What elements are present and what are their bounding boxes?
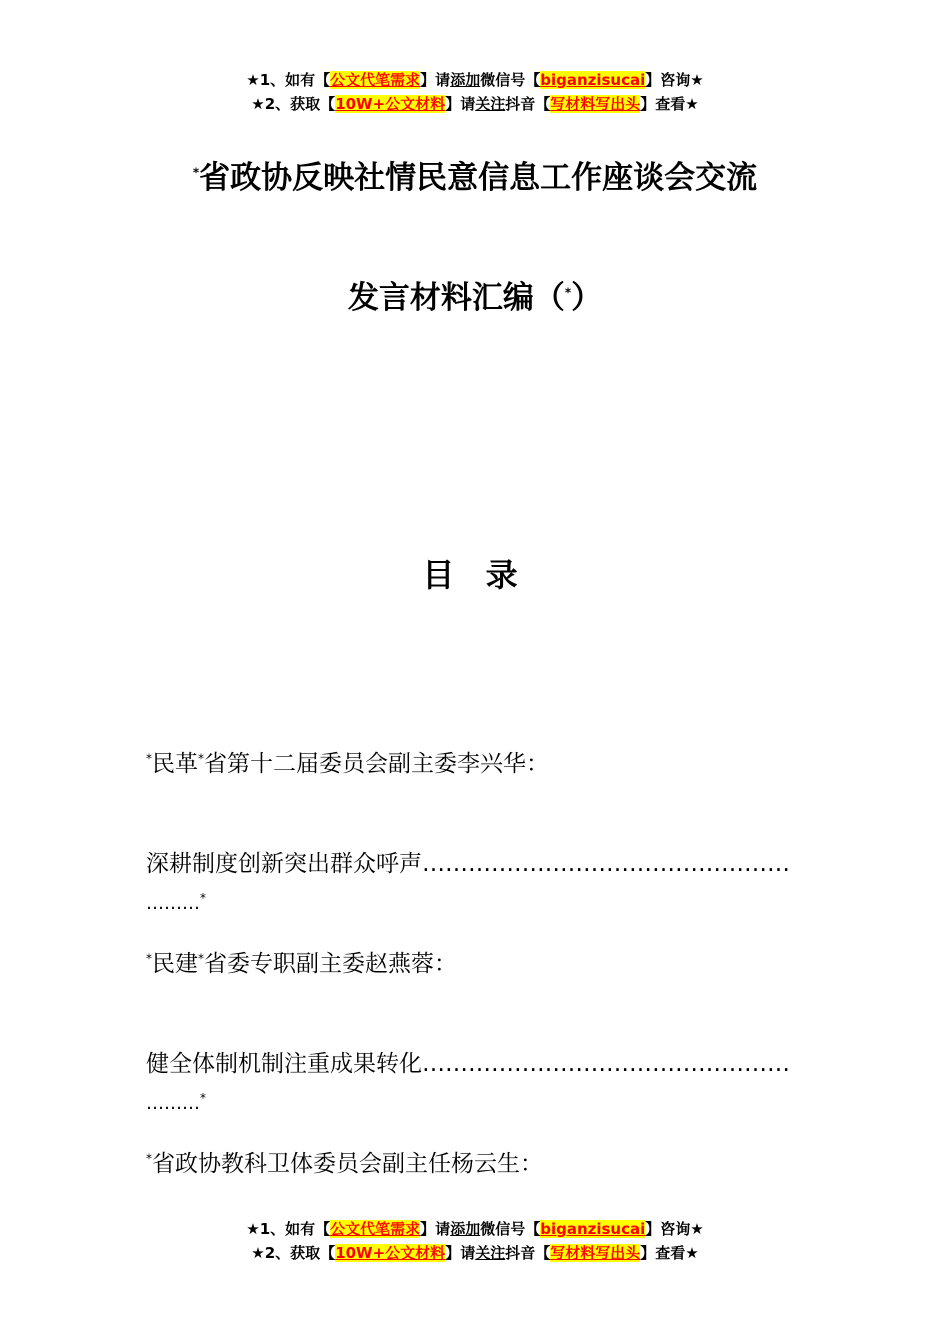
banner-line-1	[0, 1217, 950, 1241]
toc-entry-org	[146, 745, 549, 778]
banner-emphasis: 添加	[450, 1220, 481, 1238]
banner-text: 】请	[445, 95, 476, 113]
org-mark: *	[198, 951, 204, 966]
org-name: 民建	[152, 951, 198, 977]
banner-highlight: 写材料写出头	[550, 1244, 641, 1262]
document-title-line-2	[0, 272, 950, 317]
title-text: ）	[571, 280, 603, 316]
bottom-banner	[0, 1217, 950, 1265]
toc-entry-page	[146, 893, 206, 914]
banner-line-2	[0, 92, 950, 116]
banner-text: 抖音【	[505, 95, 551, 113]
banner-highlight: 公文代笔需求	[330, 71, 421, 89]
page-number: *	[200, 891, 206, 905]
banner-line-1	[0, 68, 950, 92]
article-title: 健全体制机制注重成果转化	[146, 1051, 422, 1077]
toc-entry-page	[146, 1093, 206, 1114]
org-title: 省第十二届委员会副主委李兴华：	[204, 751, 549, 777]
toc-entry-article[interactable]	[146, 1045, 790, 1078]
banner-text: 抖音【	[505, 1244, 551, 1262]
banner-text: 】请	[420, 71, 451, 89]
banner-text: 微信号【	[480, 1220, 541, 1238]
banner-highlight: 10W+公文材料	[335, 1244, 446, 1262]
toc-entry-org	[146, 945, 457, 978]
banner-highlight: biganzisucai	[540, 1220, 646, 1238]
banner-highlight: 10W+公文材料	[335, 95, 446, 113]
banner-text: ★1、如有【	[246, 71, 331, 89]
title-mark: *	[564, 285, 572, 300]
banner-text: 】请	[445, 1244, 476, 1262]
banner-emphasis: 关注	[475, 1244, 506, 1262]
banner-text: 微信号【	[480, 71, 541, 89]
banner-text: 】咨询★	[645, 1220, 704, 1238]
org-mark: *	[146, 951, 152, 966]
org-mark: *	[198, 751, 204, 766]
banner-text: ★2、获取【	[251, 1244, 336, 1262]
banner-text: ★2、获取【	[251, 95, 336, 113]
banner-text: ★1、如有【	[246, 1220, 331, 1238]
banner-highlight: biganzisucai	[540, 71, 646, 89]
title-text: 发言材料汇编（	[347, 280, 565, 316]
org-title: 省委专职副主委赵燕蓉：	[204, 951, 457, 977]
leader-dots: ………	[146, 1093, 200, 1114]
org-title: 省政协教科卫体委员会副主任杨云生：	[152, 1151, 543, 1177]
banner-text: 】查看★	[640, 95, 699, 113]
article-title: 深耕制度创新突出群众呼声	[146, 851, 422, 877]
top-banner	[0, 68, 950, 116]
banner-emphasis: 关注	[475, 95, 506, 113]
banner-highlight: 公文代笔需求	[330, 1220, 421, 1238]
banner-text: 】查看★	[640, 1244, 699, 1262]
banner-text: 】咨询★	[645, 71, 704, 89]
toc-entry-article[interactable]	[146, 845, 790, 878]
banner-emphasis: 添加	[450, 71, 481, 89]
banner-text: 】请	[420, 1220, 451, 1238]
banner-line-2	[0, 1241, 950, 1265]
org-mark: *	[146, 751, 152, 766]
banner-highlight: 写材料写出头	[550, 95, 641, 113]
leader-dots: …………………………………………	[422, 1051, 790, 1077]
org-name: 民革	[152, 751, 198, 777]
title-mark: *	[192, 165, 200, 180]
toc-entry-org	[146, 1145, 543, 1178]
document-title-line-1	[0, 152, 950, 197]
title-text: 省政协反映社情民意信息工作座谈会交流	[199, 160, 758, 196]
leader-dots: ………	[146, 893, 200, 914]
toc-heading: 目 录	[422, 556, 528, 594]
page-number: *	[200, 1091, 206, 1105]
leader-dots: …………………………………………	[422, 851, 790, 877]
org-mark: *	[146, 1151, 152, 1166]
